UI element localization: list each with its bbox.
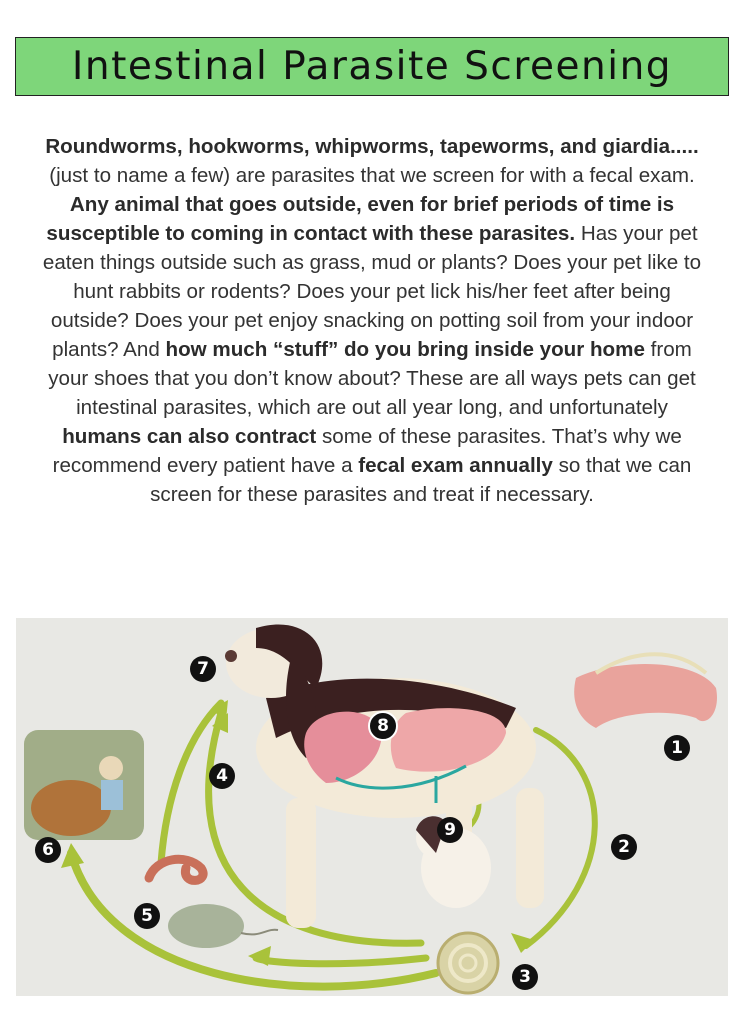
text-seg-7: some of these parasites. That’s why we recommend every patient have a bbox=[52, 425, 682, 477]
marker-8: 8 bbox=[368, 711, 398, 741]
text-seg-2: Any animal that goes outside, even for brief periods of time is susceptible to coming in contact with these parasites. bbox=[46, 193, 675, 245]
text-seg-9: so that we can screen for these parasites and treat if necessary. bbox=[150, 454, 692, 506]
worm-intestine bbox=[574, 664, 717, 728]
marker-7: 7 bbox=[190, 656, 216, 682]
text-seg-0: Roundworms, hookworms, whipworms, tapeworms, and giardia..... bbox=[45, 135, 699, 158]
earthworm bbox=[149, 859, 203, 880]
marker-6: 6 bbox=[35, 837, 61, 863]
marker-1: 1 bbox=[664, 735, 690, 761]
life-cycle-illustration bbox=[16, 618, 728, 996]
page-title: Intestinal Parasite Screening bbox=[71, 44, 673, 89]
text-seg-6: humans can also contract bbox=[62, 425, 317, 448]
text-seg-1: (just to name a few) are parasites that we screen for with a fecal exam. bbox=[49, 164, 695, 187]
arrow-to-mouse bbox=[256, 958, 426, 964]
text-seg-5: from your shoes that you don’t know about? These are all ways pets can get intestinal parasites, which are out all year long, and unfortunately bbox=[48, 338, 696, 419]
text-seg-8: fecal exam annually bbox=[358, 454, 553, 477]
parasite-egg bbox=[438, 933, 498, 993]
arrowhead-mouse bbox=[248, 946, 271, 966]
marker-2: 2 bbox=[611, 834, 637, 860]
marker-9: 9 bbox=[437, 817, 463, 843]
illustration-drawing bbox=[16, 618, 728, 996]
text-seg-3: Has your pet eaten things outside such as grass, mud or plants? Does your pet like to hunt rabbits or rodents? Does your pet lick his/her feet after being outside? Does your pet enjoy snacking on potting soil from your indoor plants? And bbox=[42, 222, 702, 361]
arrowhead-6 bbox=[61, 843, 84, 868]
title-banner bbox=[15, 37, 729, 96]
arrow-6 bbox=[71, 853, 436, 987]
arrowhead-2 bbox=[511, 933, 534, 953]
text-seg-4: how much “stuff” do you bring inside your home bbox=[165, 338, 645, 361]
mouse bbox=[168, 904, 244, 948]
body-paragraph bbox=[36, 132, 708, 509]
marker-5: 5 bbox=[134, 903, 160, 929]
marker-3: 3 bbox=[512, 964, 538, 990]
marker-4: 4 bbox=[209, 763, 235, 789]
